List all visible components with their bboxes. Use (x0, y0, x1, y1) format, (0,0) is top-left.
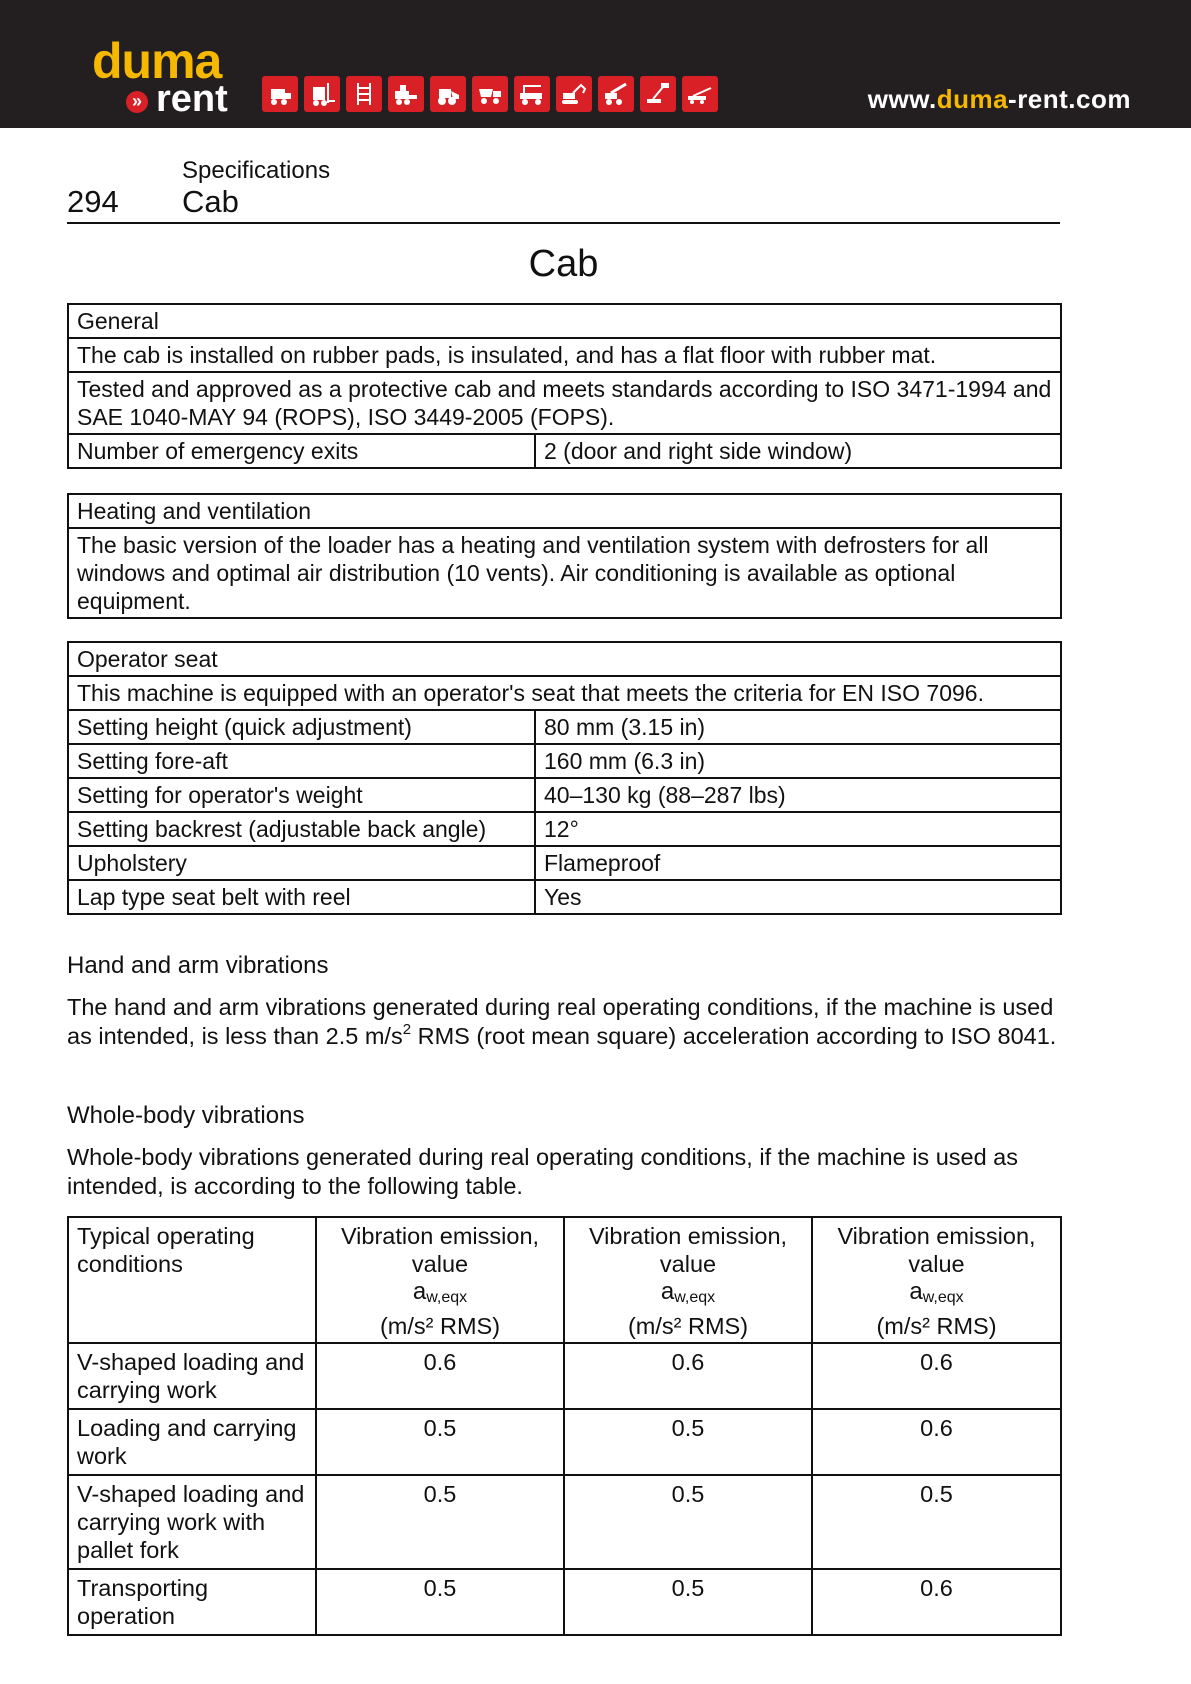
emission-value: 0.5 (812, 1475, 1061, 1569)
section-label: Specifications (182, 157, 331, 184)
table-row (68, 710, 1061, 744)
emission-value: 0.6 (316, 1343, 564, 1409)
condition-label: Transporting operation (68, 1569, 316, 1635)
col-conditions-header: Typical operating conditions (68, 1217, 316, 1343)
emission-value: 0.5 (564, 1409, 812, 1475)
general-table (67, 303, 1062, 469)
seat-row-value: 80 mm (3.15 in) (535, 710, 1061, 744)
emission-value: 0.5 (316, 1475, 564, 1569)
logo-rent-text: rent (156, 78, 228, 120)
logo-duma-text: duma (92, 33, 222, 89)
vibration-table (67, 1216, 1062, 1636)
emission-value: 0.5 (316, 1569, 564, 1635)
machine-icons-strip (262, 76, 718, 112)
emission-value: 0.5 (564, 1475, 812, 1569)
seat-row-value: 12° (535, 812, 1061, 846)
seat-row-value: Yes (535, 880, 1061, 914)
page-title: Cab (528, 243, 599, 285)
table-row (68, 778, 1061, 812)
logo-arrows-icon: » (126, 91, 148, 113)
table-row (68, 1343, 1061, 1409)
emission-value: 0.5 (564, 1569, 812, 1635)
seat-row-label: Upholstery (68, 846, 535, 880)
table-row (68, 846, 1061, 880)
seat-row-value: 160 mm (6.3 in) (535, 744, 1061, 778)
emission-value: 0.6 (564, 1343, 812, 1409)
table-row (68, 880, 1061, 914)
scaffold-icon (346, 76, 382, 112)
heating-text: The basic version of the loader has a heating and ventilation system with defrosters for all windows and optimal air distribution (10 vents). Air conditioning is available as optional equipment. (68, 528, 1061, 618)
seat-row-value: Flameproof (535, 846, 1061, 880)
condition-label: V-shaped loading and carrying work (68, 1343, 316, 1409)
hand-arm-text: The hand and arm vibrations generated during real operating conditions, if the machine is used as intended, is less than 2.5 $m/s^2$ RMS (root mean square) acceleration according to ISO 8041. (67, 994, 1057, 1049)
seat-heading: Operator seat (68, 642, 1061, 676)
seat-row-value: 40–130 kg (88–287 lbs) (535, 778, 1061, 812)
emission-value: 0.6 (812, 1569, 1061, 1635)
general-text-1: The cab is installed on rubber pads, is insulated, and has a flat floor with rubber mat. (68, 338, 1061, 372)
whole-body-text: Whole-body vibrations generated during real operating conditions, if the machine is used as intended, is according to the following table. (67, 1144, 1019, 1199)
header-rule (67, 222, 1060, 224)
condition-label: Loading and carrying work (68, 1409, 316, 1475)
boom-lift-icon (640, 76, 676, 112)
header-banner (0, 0, 1191, 128)
table-row (68, 1475, 1061, 1569)
telehandler-icon (598, 76, 634, 112)
emission-value: 0.5 (316, 1409, 564, 1475)
table-row (68, 1569, 1061, 1635)
page-number: 294 (67, 184, 119, 219)
exits-value: 2 (door and right side window) (535, 434, 1061, 468)
seat-row-label: Setting height (quick adjustment) (68, 710, 535, 744)
emission-value: 0.6 (812, 1409, 1061, 1475)
exits-label: Number of emergency exits (68, 434, 535, 468)
col-emission-header: Vibration emission, value $a_{w,eqx}$ (m/s² RMS) (564, 1217, 812, 1343)
hand-arm-heading: Hand and arm vibrations (67, 952, 329, 979)
skid-steer-icon (262, 76, 298, 112)
table-row (68, 812, 1061, 846)
table-row (68, 1409, 1061, 1475)
wheel-loader-icon (430, 76, 466, 112)
mini-loader-icon (388, 76, 424, 112)
excavator-icon (556, 76, 592, 112)
table-row (68, 744, 1061, 778)
heating-table (67, 493, 1062, 619)
seat-row-label: Setting fore-aft (68, 744, 535, 778)
dumper-icon (472, 76, 508, 112)
seat-row-label: Setting for operator's weight (68, 778, 535, 812)
duma-rent-logo[interactable] (92, 33, 242, 120)
vibration-header-row (68, 1217, 1061, 1343)
general-heading: General (68, 304, 1061, 338)
col-emission-header: Vibration emission, value $a_{w,eqx}$ (m/s² RMS) (316, 1217, 564, 1343)
col-emission-header: Vibration emission, value $a_{w,eqx}$ (m/s² RMS) (812, 1217, 1061, 1343)
aerial-platform-icon (682, 76, 718, 112)
seat-row-label: Lap type seat belt with reel (68, 880, 535, 914)
crane-truck-icon (514, 76, 550, 112)
seat-text: This machine is equipped with an operator's seat that meets the criteria for EN ISO 7096. (68, 676, 1061, 710)
condition-label: V-shaped loading and carrying work with pallet fork (68, 1475, 316, 1569)
chapter-title: Cab (182, 184, 239, 219)
forklift-icon (304, 76, 340, 112)
seat-row-label: Setting backrest (adjustable back angle) (68, 812, 535, 846)
url-highlight: duma (936, 84, 1009, 114)
website-link[interactable]: www.duma-rent.com (867, 84, 1131, 114)
emission-value: 0.6 (812, 1343, 1061, 1409)
heating-heading: Heating and ventilation (68, 494, 1061, 528)
seat-table (67, 641, 1062, 915)
whole-body-heading: Whole-body vibrations (67, 1102, 305, 1129)
general-text-2: Tested and approved as a protective cab and meets standards according to ISO 3471-1994 and SAE 1040-MAY 94 (ROPS), ISO 3449-2005 (FOPS). (68, 372, 1061, 434)
